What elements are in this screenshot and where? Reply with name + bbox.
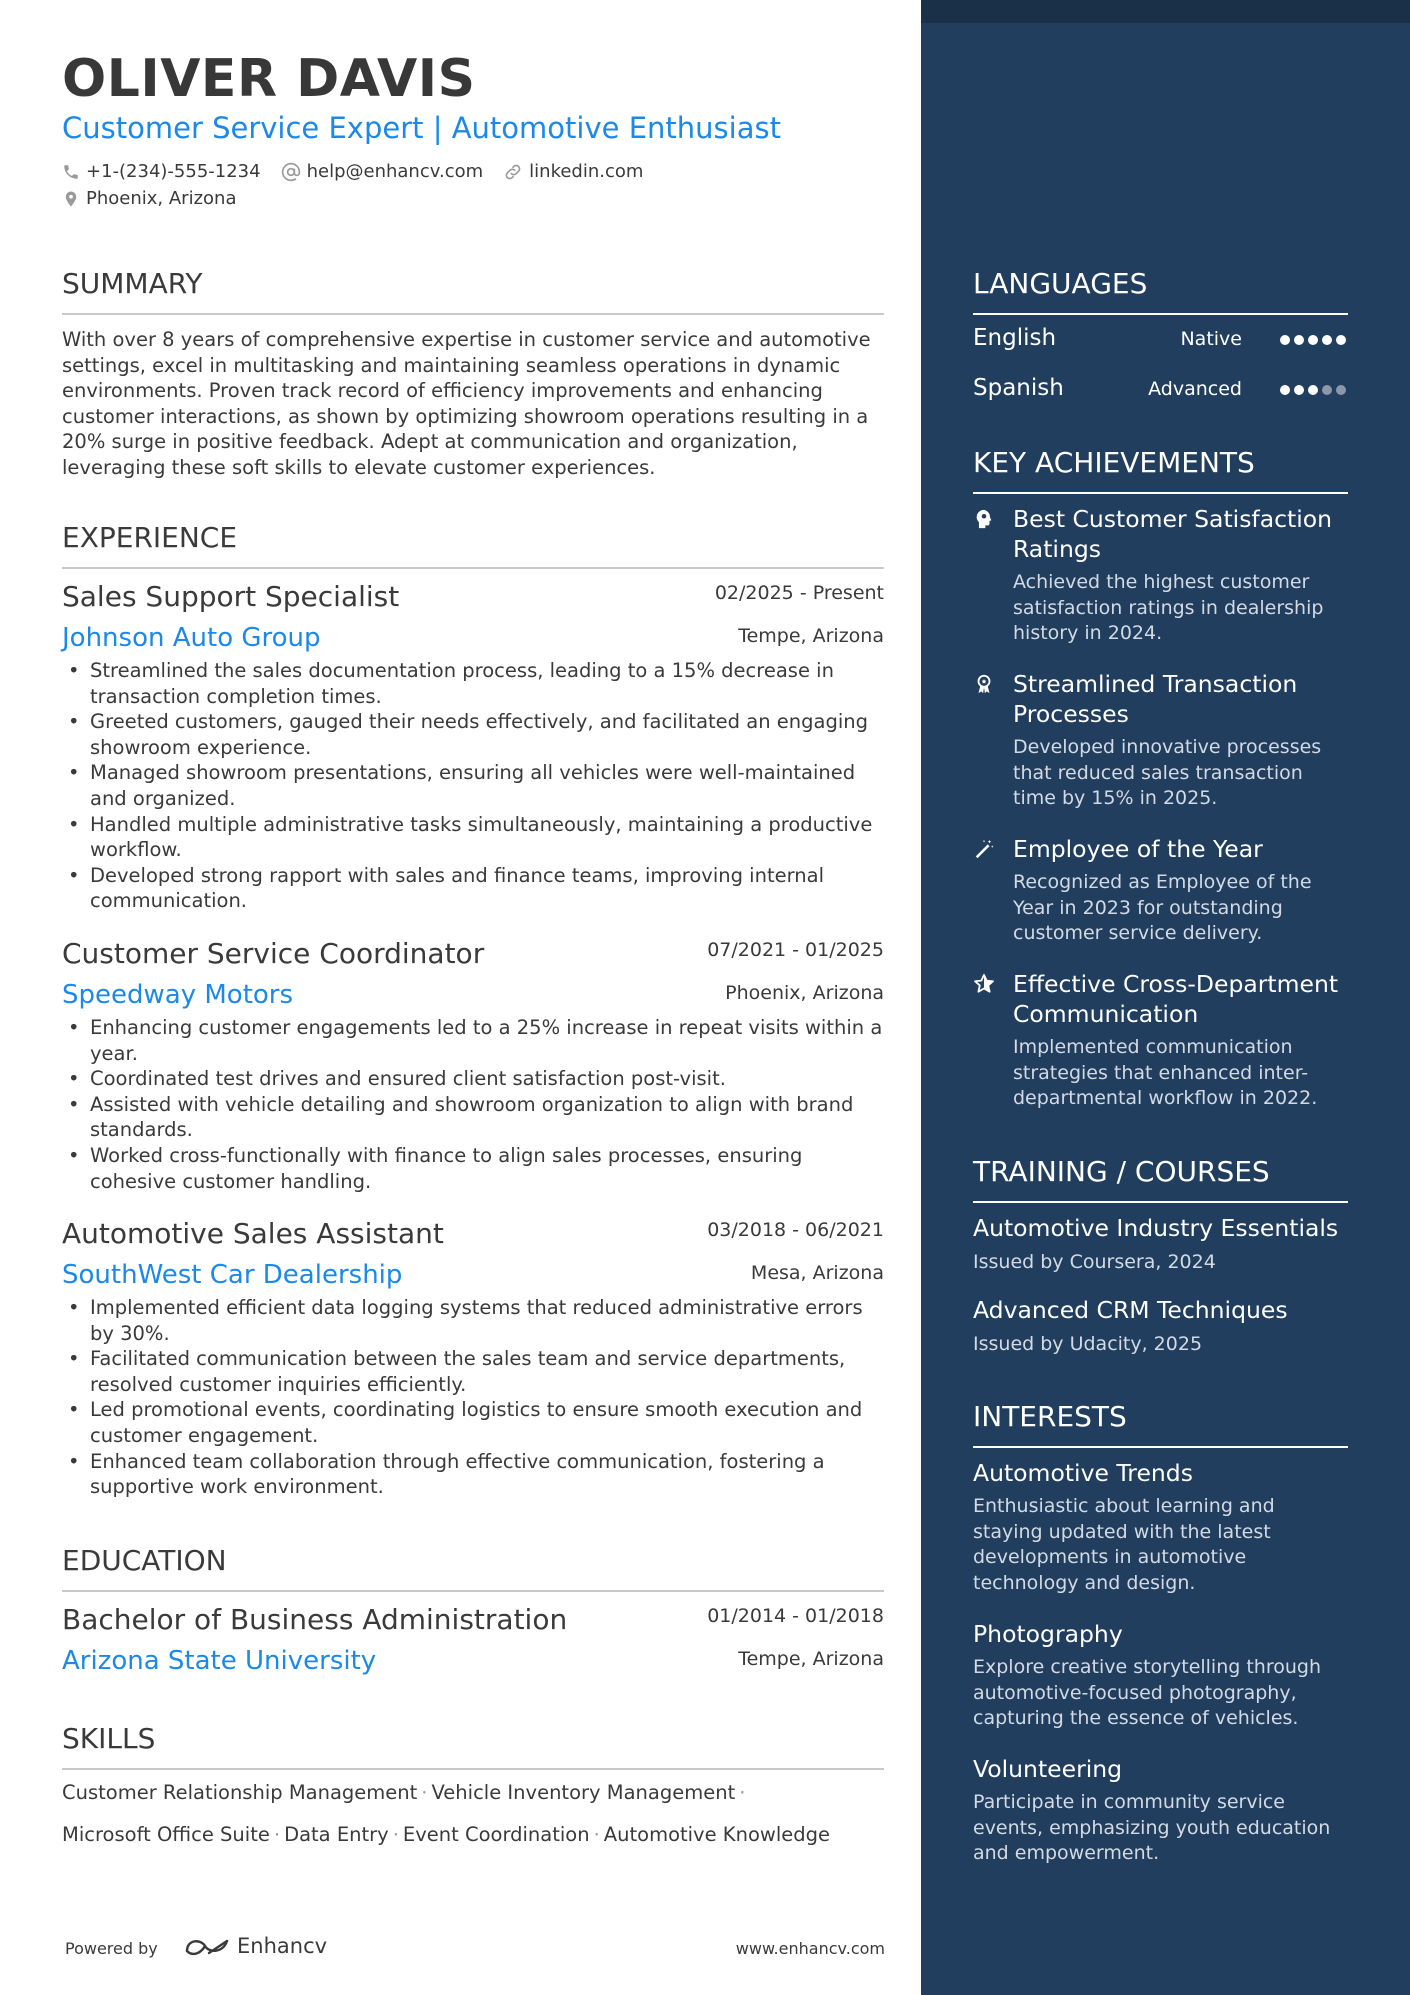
achievement-desc: Developed innovative processes that reduced sales transaction time by 15% in 2025. bbox=[1013, 736, 1322, 810]
languages-title: LANGUAGES bbox=[973, 267, 1348, 315]
enhancv-logo[interactable] bbox=[183, 1933, 327, 1959]
achievement-title: Streamlined Transaction Processes bbox=[1013, 670, 1298, 728]
achievement-title: Employee of the Year bbox=[1013, 835, 1263, 863]
location-row bbox=[62, 188, 256, 209]
bullet-item: • Handled multiple administrative tasks simultaneously, maintaining a productive workflow. bbox=[90, 812, 884, 863]
job-header bbox=[62, 937, 884, 979]
rating-dot-empty bbox=[1322, 385, 1332, 395]
job-header bbox=[62, 1217, 884, 1259]
star-icon bbox=[973, 973, 995, 995]
interest-item bbox=[973, 1619, 1348, 1732]
skill-item: Event Coordination bbox=[402, 1823, 590, 1846]
achievement-desc: Recognized as Employee of the Year in 2023 for outstanding customer service delivery. bbox=[1013, 871, 1312, 945]
job-location: Tempe, Arizona bbox=[738, 625, 884, 647]
skills-title: SKILLS bbox=[62, 1722, 884, 1770]
interest-title: Automotive Trends bbox=[973, 1459, 1193, 1487]
courses-title: TRAINING / COURSES bbox=[973, 1155, 1348, 1203]
language-name: English bbox=[973, 325, 1057, 351]
rating-dot-filled bbox=[1280, 335, 1290, 345]
powered-by-text: Powered by bbox=[65, 1939, 158, 1958]
rating-dot-filled bbox=[1308, 335, 1318, 345]
job-subheader bbox=[62, 1259, 884, 1295]
course-title: Advanced CRM Techniques bbox=[973, 1296, 1288, 1324]
interest-title: Photography bbox=[973, 1620, 1123, 1648]
rating-dot-filled bbox=[1308, 385, 1318, 395]
summary-text: With over 8 years of comprehensive expertise in customer service and automotive settings, excel in multitasking and maintaining seamless operations in dynamic environments. Proven track record of efficiency improvements and enhancing customer interactions, as shown by optimizing showroom operations resulting in a 20% surge in positive feedback. Adept at communication and organization, leveraging these soft skills to elevate customer experiences. bbox=[62, 328, 871, 479]
head-icon bbox=[973, 508, 995, 530]
job-entry bbox=[62, 937, 884, 1194]
rating-dot-empty bbox=[1336, 385, 1346, 395]
at-icon bbox=[281, 162, 301, 182]
degree-title: Bachelor of Business Administration bbox=[62, 1603, 568, 1636]
contact-row bbox=[62, 161, 663, 182]
language-rating bbox=[1276, 385, 1346, 395]
achievement-desc: Implemented communication strategies that enhanced inter-departmental workflow in 2022. bbox=[1013, 1036, 1318, 1110]
contact-linkedin[interactable] bbox=[503, 161, 643, 182]
medal-icon bbox=[973, 673, 995, 695]
job-title: Automotive Sales Assistant bbox=[62, 1217, 444, 1250]
school-name: Arizona State University bbox=[62, 1646, 377, 1676]
skill-separator: · bbox=[593, 1823, 600, 1846]
skills-line bbox=[62, 1823, 830, 1846]
footer-url[interactable]: www.enhancv.com bbox=[735, 1939, 885, 1958]
contact-email[interactable] bbox=[281, 161, 484, 182]
language-level: Advanced bbox=[1148, 378, 1242, 400]
job-dates: 03/2018 - 06/2021 bbox=[707, 1219, 884, 1241]
bullet-item: • Worked cross-functionally with finance to align sales processes, ensuring cohesive customer handling. bbox=[90, 1143, 884, 1194]
rating-dot-filled bbox=[1322, 335, 1332, 345]
achievement-item bbox=[973, 504, 1348, 647]
phone-text: +1-(234)-555-1234 bbox=[86, 161, 261, 182]
job-subheader bbox=[62, 622, 884, 658]
job-subheader bbox=[62, 979, 884, 1015]
interest-desc: Enthusiastic about learning and staying updated with the latest developments in automotive technology and design. bbox=[973, 1495, 1275, 1594]
language-rating bbox=[1276, 335, 1346, 345]
bullet-item: • Implemented efficient data logging systems that reduced administrative errors by 30%. bbox=[90, 1295, 884, 1346]
job-company: SouthWest Car Dealership bbox=[62, 1260, 403, 1290]
language-row bbox=[973, 325, 1348, 355]
bullet-item: • Developed strong rapport with sales and finance teams, improving internal communication. bbox=[90, 863, 884, 914]
email-text[interactable]: help@enhancv.com bbox=[306, 161, 484, 182]
candidate-headline: Customer Service Expert | Automotive Enthusiast bbox=[62, 111, 781, 145]
bullet-item: • Led promotional events, coordinating logistics to ensure smooth execution and customer engagement. bbox=[90, 1397, 884, 1448]
rating-dot-filled bbox=[1294, 385, 1304, 395]
job-location: Phoenix, Arizona bbox=[725, 982, 884, 1004]
magic-wand-icon bbox=[973, 838, 995, 860]
language-row bbox=[973, 375, 1348, 405]
skill-separator: · bbox=[421, 1781, 428, 1804]
achievements-title: KEY ACHIEVEMENTS bbox=[973, 446, 1348, 494]
rating-dot-filled bbox=[1294, 335, 1304, 345]
location-pin-icon bbox=[62, 189, 80, 209]
bullet-item: • Coordinated test drives and ensured client satisfaction post-visit. bbox=[90, 1066, 884, 1092]
summary-title: SUMMARY bbox=[62, 267, 884, 315]
job-company: Speedway Motors bbox=[62, 980, 294, 1010]
skill-item: Microsoft Office Suite bbox=[62, 1823, 270, 1846]
link-icon bbox=[503, 162, 523, 182]
interest-title: Volunteering bbox=[973, 1755, 1123, 1783]
achievement-item bbox=[973, 669, 1348, 812]
skill-separator: · bbox=[739, 1781, 746, 1804]
skill-item: Data Entry bbox=[284, 1823, 389, 1846]
job-dates: 02/2025 - Present bbox=[714, 582, 884, 604]
skill-item: Automotive Knowledge bbox=[603, 1823, 830, 1846]
bullet-item: • Streamlined the sales documentation process, leading to a 15% decrease in transaction completion times. bbox=[90, 658, 884, 709]
course-title: Automotive Industry Essentials bbox=[973, 1214, 1339, 1242]
job-entry bbox=[62, 1217, 884, 1500]
interests-title: INTERESTS bbox=[973, 1400, 1348, 1448]
skill-item: Vehicle Inventory Management bbox=[431, 1781, 736, 1804]
enhancv-brand: Enhancv bbox=[237, 1934, 328, 1958]
job-title: Customer Service Coordinator bbox=[62, 937, 485, 970]
education-subheader bbox=[62, 1645, 884, 1681]
job-bullets bbox=[62, 658, 884, 914]
achievement-desc: Achieved the highest customer satisfaction ratings in dealership history in 2024. bbox=[1013, 571, 1324, 645]
achievement-title: Best Customer Satisfaction Ratings bbox=[1013, 505, 1333, 563]
skill-separator: · bbox=[273, 1823, 281, 1846]
interest-item bbox=[973, 1458, 1348, 1596]
experience-title: EXPERIENCE bbox=[62, 521, 884, 569]
course-issuer: Issued by Udacity, 2025 bbox=[973, 1333, 1203, 1355]
bullet-item: • Greeted customers, gauged their needs effectively, and facilitated an engaging showroom experience. bbox=[90, 709, 884, 760]
course-item bbox=[973, 1213, 1348, 1275]
education-dates: 01/2014 - 01/2018 bbox=[707, 1605, 884, 1627]
contact-phone bbox=[62, 161, 261, 182]
education-header bbox=[62, 1603, 884, 1645]
job-location: Mesa, Arizona bbox=[750, 1262, 884, 1284]
job-bullets bbox=[62, 1295, 884, 1500]
education-title: EDUCATION bbox=[62, 1544, 884, 1592]
job-title: Sales Support Specialist bbox=[62, 580, 400, 613]
location-text: Phoenix, Arizona bbox=[86, 188, 237, 209]
bullet-item: • Assisted with vehicle detailing and showroom organization to align with brand standards. bbox=[90, 1092, 884, 1143]
achievement-title: Effective Cross-Department Communication bbox=[1013, 970, 1339, 1028]
job-entry bbox=[62, 580, 884, 914]
skill-separator: · bbox=[392, 1823, 399, 1846]
interest-desc: Participate in community service events, emphasizing youth education and empowerment. bbox=[973, 1791, 1331, 1865]
education-entry bbox=[62, 1603, 884, 1681]
language-level: Native bbox=[1180, 328, 1242, 350]
skills-line bbox=[62, 1781, 749, 1804]
job-dates: 07/2021 - 01/2025 bbox=[707, 939, 884, 961]
job-bullets bbox=[62, 1015, 884, 1194]
interest-desc: Explore creative storytelling through automotive-focused photography, capturing the essence of vehicles. bbox=[973, 1656, 1322, 1730]
education-location: Tempe, Arizona bbox=[738, 1648, 884, 1670]
interest-item bbox=[973, 1754, 1348, 1867]
skill-item: Customer Relationship Management bbox=[62, 1781, 418, 1804]
job-header bbox=[62, 580, 884, 622]
contact-location bbox=[62, 188, 236, 209]
bullet-item: • Enhancing customer engagements led to a 25% increase in repeat visits within a year. bbox=[90, 1015, 884, 1066]
course-item bbox=[973, 1295, 1348, 1357]
rating-dot-filled bbox=[1280, 385, 1290, 395]
achievement-item bbox=[973, 834, 1348, 947]
job-company: Johnson Auto Group bbox=[62, 623, 321, 653]
language-name: Spanish bbox=[973, 375, 1064, 401]
course-issuer: Issued by Coursera, 2024 bbox=[973, 1251, 1216, 1273]
achievement-item bbox=[973, 969, 1348, 1112]
candidate-name: OLIVER DAVIS bbox=[62, 49, 476, 109]
bullet-item: • Facilitated communication between the sales team and service departments, resolved customer inquiries efficiently. bbox=[90, 1346, 884, 1397]
linkedin-text[interactable]: linkedin.com bbox=[529, 161, 644, 182]
rating-dot-filled bbox=[1336, 335, 1346, 345]
phone-icon bbox=[62, 163, 80, 181]
bullet-item: • Managed showroom presentations, ensuring all vehicles were well-maintained and organized. bbox=[90, 760, 884, 811]
sidebar-top-band bbox=[921, 0, 1410, 23]
bullet-item: • Enhanced team collaboration through effective communication, fostering a supportive work environment. bbox=[90, 1449, 884, 1500]
sidebar bbox=[921, 0, 1410, 1995]
enhancv-logo-icon bbox=[183, 1933, 231, 1959]
